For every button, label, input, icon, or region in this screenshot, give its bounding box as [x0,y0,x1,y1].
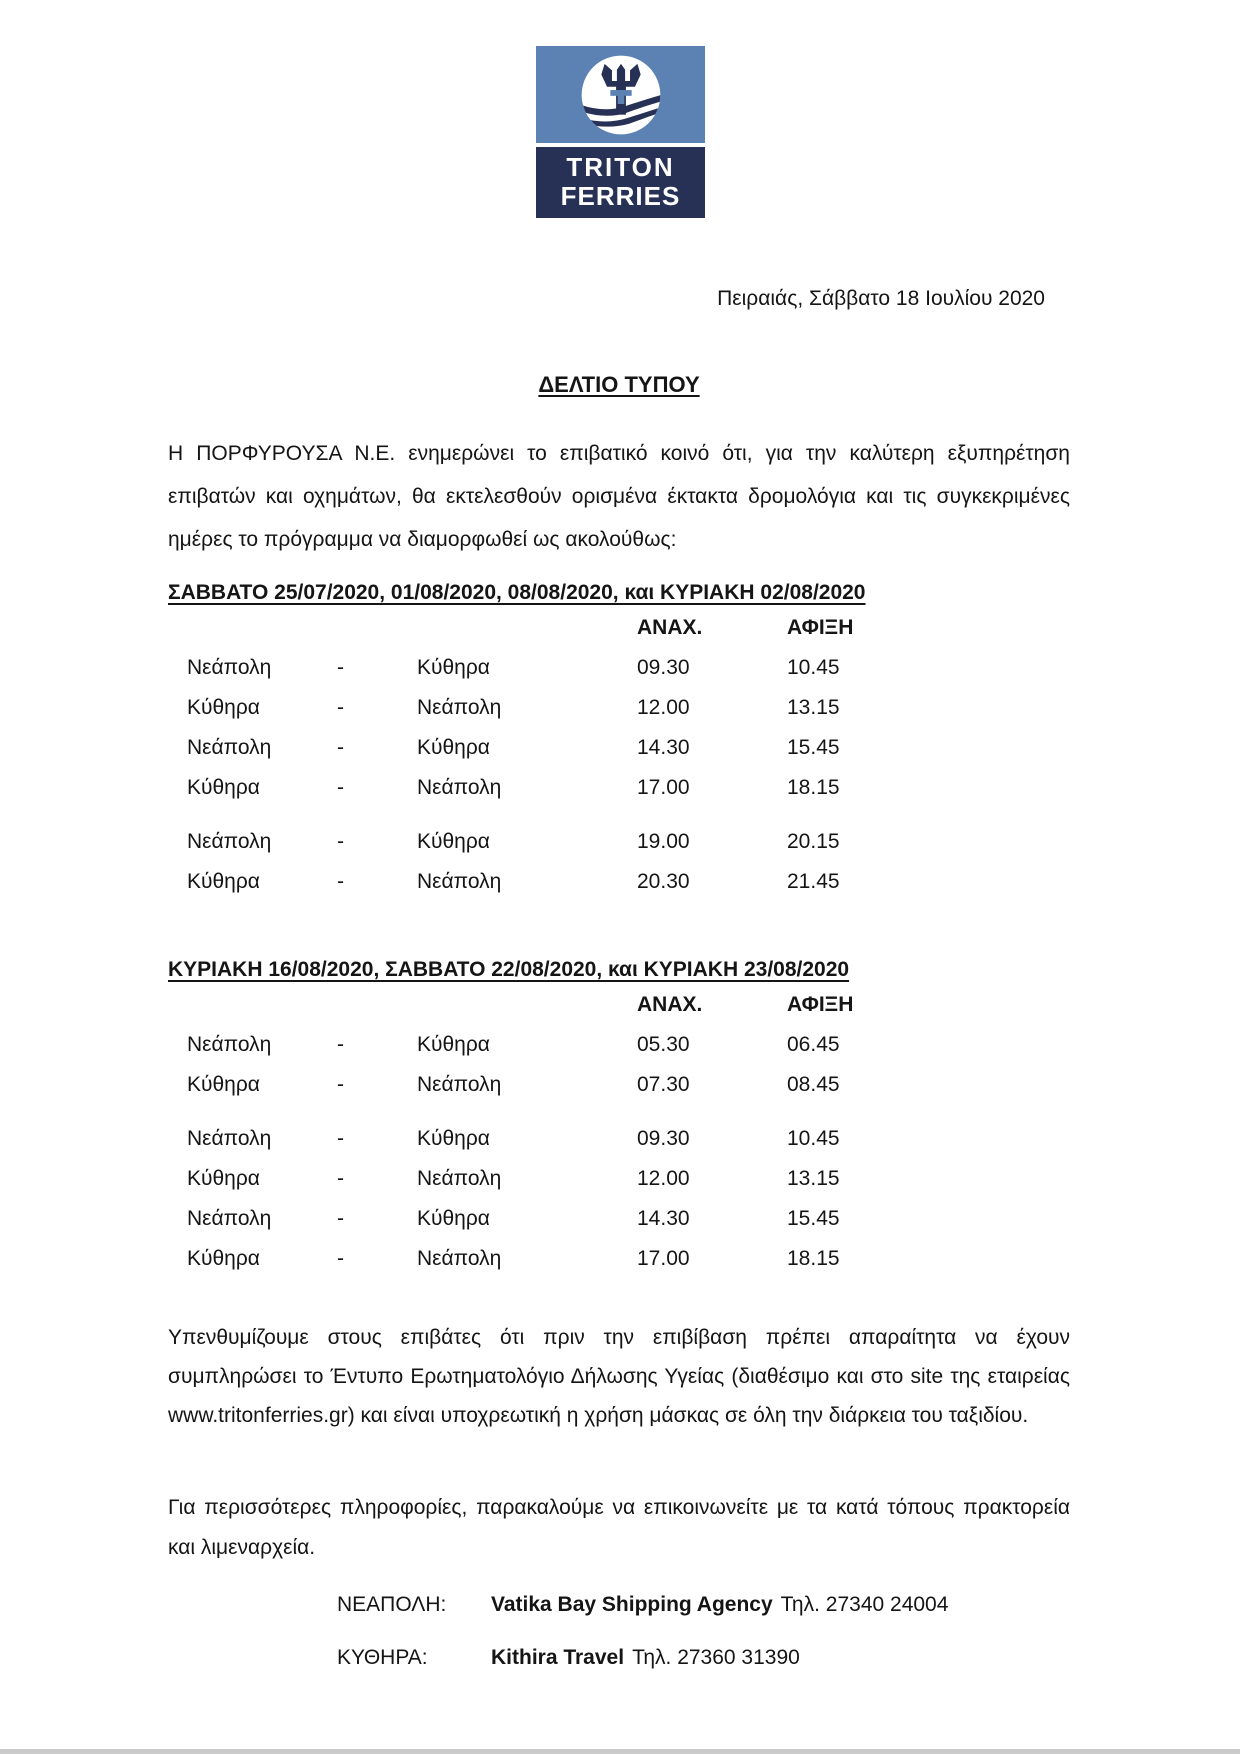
route-from: Κύθηρα [187,1073,260,1096]
arrival-time: 10.45 [787,656,840,679]
contact-agency-name: Vatika Bay Shipping Agency [491,1593,773,1616]
logo-text-triton: TRITON [566,152,675,182]
route-separator: - [337,1207,344,1230]
departure-time: 07.30 [637,1073,690,1096]
departure-time: 12.00 [637,696,690,719]
departure-time: 19.00 [637,830,690,853]
departure-time: 14.30 [637,1207,690,1230]
route-to: Νεάπολη [417,1247,502,1270]
route-to: Κύθηρα [417,830,490,853]
route-from: Νεάπολη [187,656,272,679]
departure-time: 17.00 [637,1247,690,1270]
route-from: Νεάπολη [187,736,272,759]
route-to: Νεάπολη [417,776,502,799]
route-from: Νεάπολη [187,830,272,853]
schedule-heading: ΣΑΒΒΑΤΟ 25/07/2020, 01/08/2020, 08/08/2020, και ΚΥΡΙΑΚΗ 02/08/2020 [168,581,866,604]
route-separator: - [337,656,344,679]
route-separator: - [337,870,344,893]
arrival-time: 18.15 [787,776,840,799]
route-from: Κύθηρα [187,1247,260,1270]
arrival-time: 10.45 [787,1127,840,1150]
route-separator: - [337,1073,344,1096]
schedule-row [168,1065,1070,1105]
contact-agency-name: Kithira Travel [491,1646,625,1669]
route-to: Νεάπολη [417,1167,502,1190]
contact-port-label: ΚΥΘΗΡΑ: [337,1646,428,1669]
arrival-time: 06.45 [787,1033,840,1056]
contact-kythira [168,1637,1070,1679]
route-to: Κύθηρα [417,656,490,679]
schedule-row [168,728,1070,768]
logo-emblem-panel [536,46,705,143]
arrival-time: 13.15 [787,696,840,719]
departure-time: 05.30 [637,1033,690,1056]
contact-neapoli [168,1584,1070,1626]
route-to: Νεάπολη [417,696,502,719]
route-separator: - [337,776,344,799]
schedule-row [168,822,1070,862]
departure-column-header: ΑΝΑΧ. [637,993,703,1016]
route-separator: - [337,1247,344,1270]
route-separator: - [337,1127,344,1150]
schedule-row [168,1159,1070,1199]
contact-port-label: ΝΕΑΠΟΛΗ: [337,1593,447,1616]
page-bottom-edge [0,1749,1240,1754]
schedule-section-2 [168,955,1070,1279]
route-from: Νεάπολη [187,1207,272,1230]
route-to: Κύθηρα [417,1127,490,1150]
departure-time: 09.30 [637,1127,690,1150]
route-from: Κύθηρα [187,696,260,719]
info-paragraph: Για περισσότερες πληροφορίες, παρακαλούμε να επικοινωνείτε με τα κατά τόπους πρακτορεία και λιμεναρχεία. [168,1496,1070,1559]
route-separator: - [337,736,344,759]
dateline: Πειραιάς, Σάββατο 18 Ιουλίου 2020 [717,287,1045,310]
arrival-time: 13.15 [787,1167,840,1190]
reminder-paragraph: Υπενθυμίζουμε στους επιβάτες ότι πριν την επιβίβαση πρέπει απαραίτητα να έχουν συμπληρώσει το Έντυπο Ερωτηματολόγιο Δήλωσης Υγείας (διαθέσιμο και στο site της εταιρείας www.tritonferries.gr) και είναι υποχρεωτική η χρήση μάσκας σε όλη την διάρκεια του ταξιδίου. [168,1326,1070,1427]
arrival-time: 15.45 [787,1207,840,1230]
route-to: Νεάπολη [417,870,502,893]
route-separator: - [337,1033,344,1056]
schedule-row [168,1025,1070,1065]
route-from: Νεάπολη [187,1127,272,1150]
schedule-header-row [168,985,1070,1025]
route-from: Κύθηρα [187,870,260,893]
contact-phone: Τηλ. 27360 31390 [632,1646,800,1669]
departure-time: 14.30 [637,736,690,759]
company-logo [536,46,705,218]
route-from: Κύθηρα [187,1167,260,1190]
arrival-column-header: ΑΦΙΞΗ [787,993,854,1016]
schedule-row [168,1199,1070,1239]
arrival-time: 20.15 [787,830,840,853]
departure-time: 12.00 [637,1167,690,1190]
schedule-row [168,688,1070,728]
page-title: ΔΕΛΤΙΟ ΤΥΠΟΥ [538,372,700,397]
trident-waves-icon [580,54,662,136]
departure-column-header: ΑΝΑΧ. [637,616,703,639]
route-to: Κύθηρα [417,1207,490,1230]
logo-wordmark [536,147,705,218]
route-separator: - [337,1167,344,1190]
schedule-row [168,768,1070,808]
arrival-time: 18.15 [787,1247,840,1270]
route-separator: - [337,830,344,853]
arrival-time: 21.45 [787,870,840,893]
contacts-block [168,1584,1070,1690]
route-to: Κύθηρα [417,1033,490,1056]
arrival-column-header: ΑΦΙΞΗ [787,616,854,639]
intro-paragraph: Η ΠΟΡΦΥΡΟΥΣΑ Ν.Ε. ενημερώνει το επιβατικό κοινό ότι, για την καλύτερη εξυπηρέτηση επιβατών και οχημάτων, θα εκτελεσθούν ορισμένα έκτακτα δρομολόγια και τις συγκεκριμένες ημέρες το πρόγραμμα να διαμορφωθεί ως ακολούθως: [168,442,1070,551]
schedule-row [168,862,1070,902]
route-to: Νεάπολη [417,1073,502,1096]
schedule-heading: ΚΥΡΙΑΚΗ 16/08/2020, ΣΑΒΒΑΤΟ 22/08/2020, και ΚΥΡΙΑΚΗ 23/08/2020 [168,958,850,981]
departure-time: 20.30 [637,870,690,893]
contact-phone: Τηλ. 27340 24004 [780,1593,949,1616]
schedule-row [168,1119,1070,1159]
schedule-header-row [168,608,1070,648]
schedule-row [168,1239,1070,1279]
schedule-section-1 [168,578,1070,902]
route-to: Κύθηρα [417,736,490,759]
logo-text-ferries: FERRIES [560,181,681,211]
arrival-time: 08.45 [787,1073,840,1096]
route-from: Νεάπολη [187,1033,272,1056]
route-from: Κύθηρα [187,776,260,799]
schedule-row [168,648,1070,688]
arrival-time: 15.45 [787,736,840,759]
departure-time: 17.00 [637,776,690,799]
departure-time: 09.30 [637,656,690,679]
route-separator: - [337,696,344,719]
